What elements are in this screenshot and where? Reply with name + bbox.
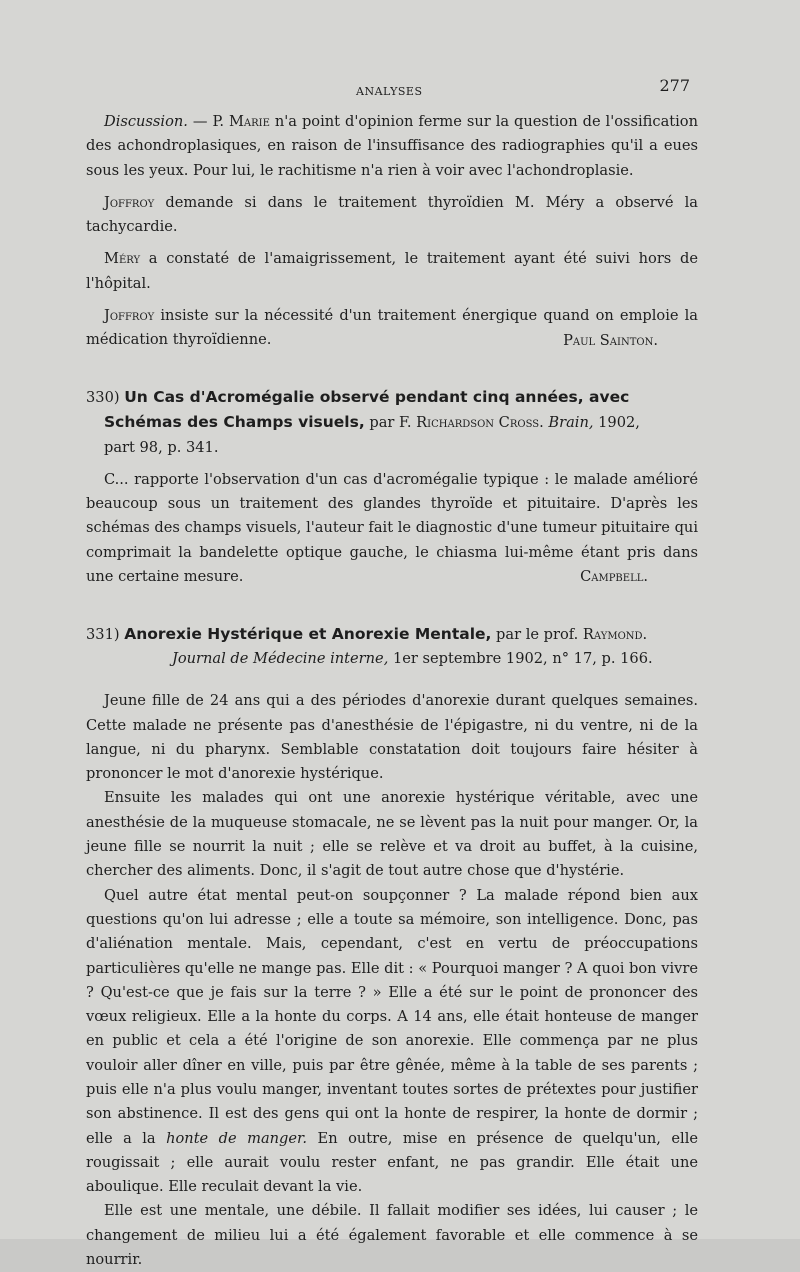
page-header <box>86 74 698 110</box>
author-mery: Méry <box>104 250 141 268</box>
joffroy-text-2: insiste sur la nécessité d'un traitement énergique quand on emploie la médication thyroïdienne. <box>86 307 698 349</box>
article-330-ref: 1902, <box>593 414 640 432</box>
author-joffroy-1: Joffroy <box>104 193 155 211</box>
joffroy-paragraph-1 <box>86 191 698 240</box>
article-331-number: 331) <box>86 625 120 643</box>
article-330-journal: Brain, <box>543 414 594 432</box>
discussion-paragraph <box>86 110 698 183</box>
article-331-paragraph-4: Elle est une mentale, une débile. Il fallait modifier ses idées, lui causer ; le changement de milieu lui a été également favorable et elle commence à se nourrir. <box>86 1202 698 1269</box>
article-331-by: par le prof. <box>491 625 583 643</box>
article-331-ref: 1er septembre 1902, n° 17, p. 166. <box>388 649 653 667</box>
text-column <box>86 74 698 1272</box>
article-331-p3-part-2: En outre, mise en présence de quelqu'un, elle rougissait ; elle aurait voulu rester enfant, ne pas grandir. Elle était une aboulique. Elle reculait devant la vie. <box>86 1129 698 1196</box>
article-330-title-line-2 <box>86 410 698 435</box>
running-head: ANALYSES <box>356 85 423 98</box>
article-331-author: Raymond. <box>582 625 648 643</box>
discussion-dash: — P. <box>187 113 229 130</box>
article-331-ref-line <box>86 647 698 671</box>
article-331-p3-part-1: Quel autre état mental peut-on soupçonner ? La malade répond bien aux questions qu'on lui adresse ; elle a toute sa mémoire, son intelligence. Donc, pas d'aliénation mentale. Mais, cependant, c'est en vertu de préoccupations particulières qu'elle ne mange pas. Elle dit : « Pourquoi manger ? A quoi bon vivre ? Qu'est-ce que je fais sur la terre ? » Elle a été sur le point de prononcer des vœux religieux. Elle a la honte du corps. A 14 ans, elle était honteuse de manger en public et cela a été l'origine de son anorexie. Elle commença par ne plus vouloir aller dîner en ville, puis par être gênée, même à la table de ses parents ; puis elle n'a plus voulu manger, inventant toutes sortes de prétextes pour justifier son abstinence. Il est des gens qui ont la honte de respirer, la honte de dormir ; elle a la <box>86 886 698 1147</box>
signature-campbell: Campbell. <box>580 568 648 586</box>
article-331-paragraph-1: Jeune fille de 24 ans qui a des périodes d'anorexie durant quelques semaines. Cette malade ne présente pas d'anesthésie de l'épigastre, ni du ventre, ni de la langue, ni du pharynx. Semblable constatation doit toujours faire hésiter à prononcer le mot d'anorexie hystérique. <box>86 692 698 783</box>
article-330-body: C... rapporte l'observation d'un cas d'acromégalie typique : le malade amélioré beaucoup sous un traitement des glandes thyroïde et pituitaire. D'après les schémas des champs visuels, l'auteur fait le diagnostic d'une tumeur pituitaire qui comprimait la bandelette optique gauche, le chiasma lui-même étant pris dans une certaine mesure. <box>86 470 698 586</box>
mery-text: a constaté de l'amaigrissement, le traitement ayant été suivi hors de l'hôpital. <box>86 250 698 292</box>
page-number: 277 <box>659 76 690 95</box>
article-330-author: Richardson Cross. <box>416 414 544 432</box>
article-330-title-2: Schémas des Champs visuels, <box>104 413 365 432</box>
author-marie: Marie <box>228 113 270 130</box>
article-330-by: par F. <box>364 414 417 432</box>
article-331-paragraph-3 <box>86 884 698 1200</box>
article-330-title-1: Un Cas d'Acromégalie observé pendant cinq années, avec <box>124 387 630 406</box>
discussion-lead: Discussion. <box>104 113 188 130</box>
signature-sainton: Paul Sainton. <box>563 331 658 349</box>
article-330-number: 330) <box>86 388 120 406</box>
article-330-ref-line-2: part 98, p. 341. <box>104 438 219 456</box>
article-331-journal: Journal de Médecine interne, <box>172 649 389 667</box>
discussion-text: n'a point d'opinion ferme sur la question de l'ossification des achondroplasiques, en raison de l'insuffisance des radiographies qu'il a eues sous les yeux. Pour lui, le rachitisme n'a rien à voir avec l'achondroplasie. <box>86 113 698 179</box>
article-331-heading <box>86 622 698 672</box>
joffroy-text-1: demande si dans le traitement thyroïdien M. Méry a observé la tachycardie. <box>86 193 698 236</box>
author-joffroy-2: Joffroy <box>104 307 155 325</box>
article-331-p3-emphasis: honte de manger. <box>166 1129 308 1147</box>
article-331-title: Anorexie Hystérique et Anorexie Mentale, <box>124 624 492 643</box>
article-331-paragraph-2: Ensuite les malades qui ont une anorexie hystérique véritable, avec une anesthésie de la muqueuse stomacale, ne se lèvent pas la nuit pour manger. Or, la jeune fille se nourrit la nuit ; elle se relève et va droit au buffet, à la cuisine, chercher des aliments. Donc, il s'agit de tout autre chose que d'hystérie. <box>86 789 698 880</box>
article-330-heading <box>86 385 698 460</box>
article-330-title-line-1 <box>86 385 698 410</box>
mery-paragraph <box>86 247 698 296</box>
article-331-title-line <box>86 622 698 647</box>
